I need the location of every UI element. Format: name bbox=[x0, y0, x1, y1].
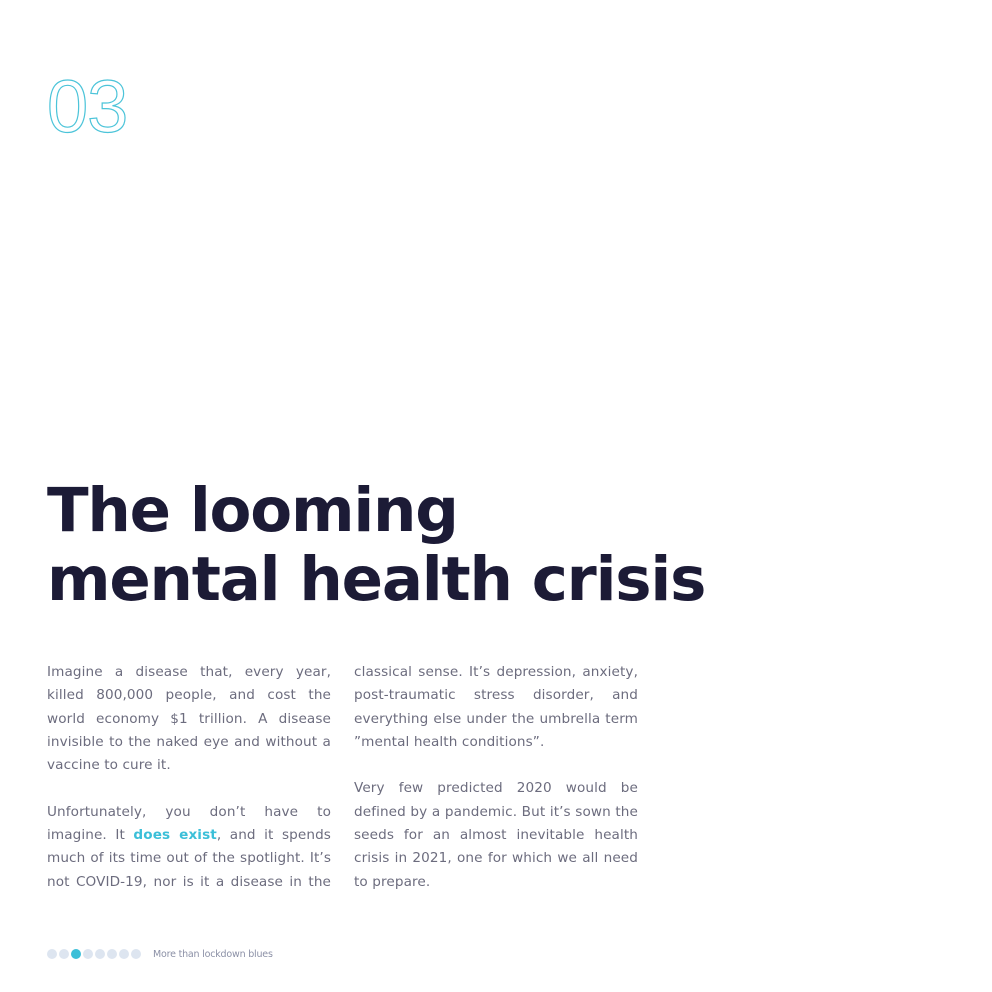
page-dot[interactable] bbox=[59, 949, 69, 959]
page-progress-dots bbox=[47, 949, 141, 959]
page-footer bbox=[47, 947, 273, 961]
page-dot[interactable] bbox=[107, 949, 117, 959]
page-dot[interactable] bbox=[119, 949, 129, 959]
section-label: More than lockdown blues bbox=[153, 948, 273, 960]
paragraph-2-end: , and it spends much of its time out of the spotlight. It’s not COVID-19, nor is it a disease in the classical sense. It’s depression, anxiety, post-traumatic stress disorder, and everything else under the umbrella term ”mental health conditions”. bbox=[47, 664, 638, 890]
body-text-columns bbox=[47, 661, 638, 897]
title-line-1: The looming bbox=[47, 475, 458, 546]
chapter-number: 03 bbox=[47, 65, 128, 148]
does-exist-link[interactable]: does exist bbox=[133, 827, 217, 844]
paragraph-1: Imagine a disease that, every year, killed 800,000 people, and cost the world economy $1 trillion. A disease invisible to the naked eye and without a vaccine to cure it. bbox=[47, 664, 331, 774]
page-dot[interactable] bbox=[95, 949, 105, 959]
paragraph-3: Very few predicted 2020 would be defined by a pandemic. But it’s sown the seeds for an almost inevitable health crisis in 2021, one for which we all need to prepare. bbox=[354, 780, 638, 890]
page-dot[interactable] bbox=[47, 949, 57, 959]
paragraph-2-start: Unfortunately, you don’t have to imagine. It bbox=[47, 803, 331, 844]
title-line-2: mental health crisis bbox=[47, 544, 706, 615]
page-title bbox=[47, 476, 767, 614]
page-dot[interactable] bbox=[131, 949, 141, 959]
page-dot[interactable] bbox=[83, 949, 93, 959]
page-dot-active[interactable] bbox=[71, 949, 81, 959]
